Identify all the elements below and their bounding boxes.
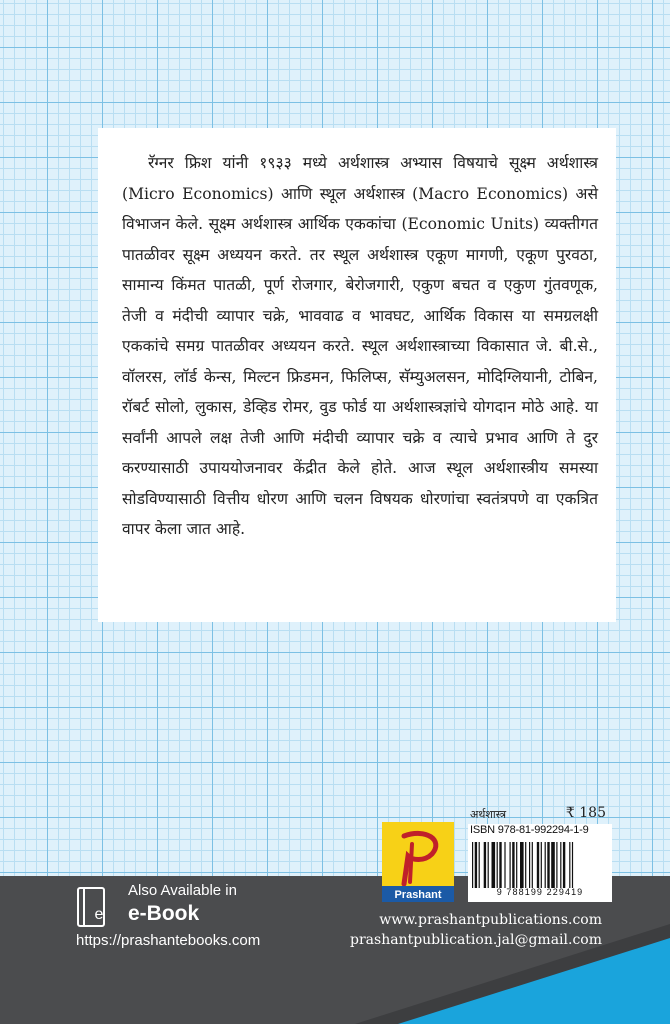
also-available-label: Also Available in	[128, 882, 237, 899]
barcode-digits: 9 788199 229419	[496, 887, 584, 897]
svg-text:e: e	[94, 906, 104, 923]
publisher-email[interactable]: prashantpublication.jal@gmail.com	[350, 932, 602, 948]
price-label: ₹ 185	[565, 805, 606, 821]
back-cover-blurb: रॅग्नर फ्रिश यांनी १९३३ मध्ये अर्थशास्त्र अभ्यास विषयाचे सूक्ष्म अर्थशास्त्र (Micro Economics) आणि स्थूल अर्थशास्त्र (Macro Economics) असे विभाजन केले. सूक्ष्म अर्थशास्त्र आर्थिक एककांचा (Economic Units) व्यक्तीगत पातळीवर सूक्ष्म अध्ययन करते. तर स्थूल अर्थशास्त्र एकूण मागणी, एकूण पुरवठा, सामान्य किंमत पातळी, पूर्ण रोजगार, बेरोजगारी, एकुण बचत व एकुण गुंतवणूक, तेजी व मंदीची व्यापार चक्रे, भाववाढ व भावघट, आर्थिक विकास या समग्रलक्षी एककांचे समग्र पातळीवर अध्ययन करते. स्थूल अर्थशास्त्राच्या विकासात जे. बी.से., वॉलरस, लॉर्ड केन्स, मिल्टन फ्रिडमन, फिलिप्स, सॅम्युअलसन, मोदिग्लियानी, टोबिन, रॉबर्ट सोलो, लुकास, डेव्हिड रोमर, वुड फोर्ड या अर्थशास्त्रज्ञांचे योगदान मोठे आहे. या सर्वांनी आपले लक्ष तेजी आणि मंदीची व्यापार चक्रे व त्याचे प्रभाव आणि ते दुर करण्यासाठी उपाययोजनावर केंद्रीत केले होते. आज स्थूल अर्थशास्त्रीय समस्या सोडविण्यासाठी वित्तीय धोरण आणि चलन विषयक धोरणांचा स्वतंत्रपणे वा एकत्रित वापर केला जात आहे.	[122, 154, 598, 538]
back-cover-blurb-box	[98, 128, 616, 622]
publisher-logo	[382, 822, 454, 902]
price-row	[470, 805, 610, 825]
logo-text: Prashant	[394, 889, 442, 901]
ebook-link[interactable]: https://prashantebooks.com	[76, 932, 261, 949]
isbn-barcode	[468, 824, 612, 902]
isbn-label: ISBN 978-81-992294-1-9	[470, 824, 589, 836]
publisher-website[interactable]: www.prashantpublications.com	[379, 912, 602, 928]
ebook-label: e-Book	[128, 902, 200, 925]
barcode-bars	[472, 842, 608, 888]
ebook-icon	[76, 886, 112, 930]
subject-label: अर्थशास्त्र	[470, 808, 507, 821]
